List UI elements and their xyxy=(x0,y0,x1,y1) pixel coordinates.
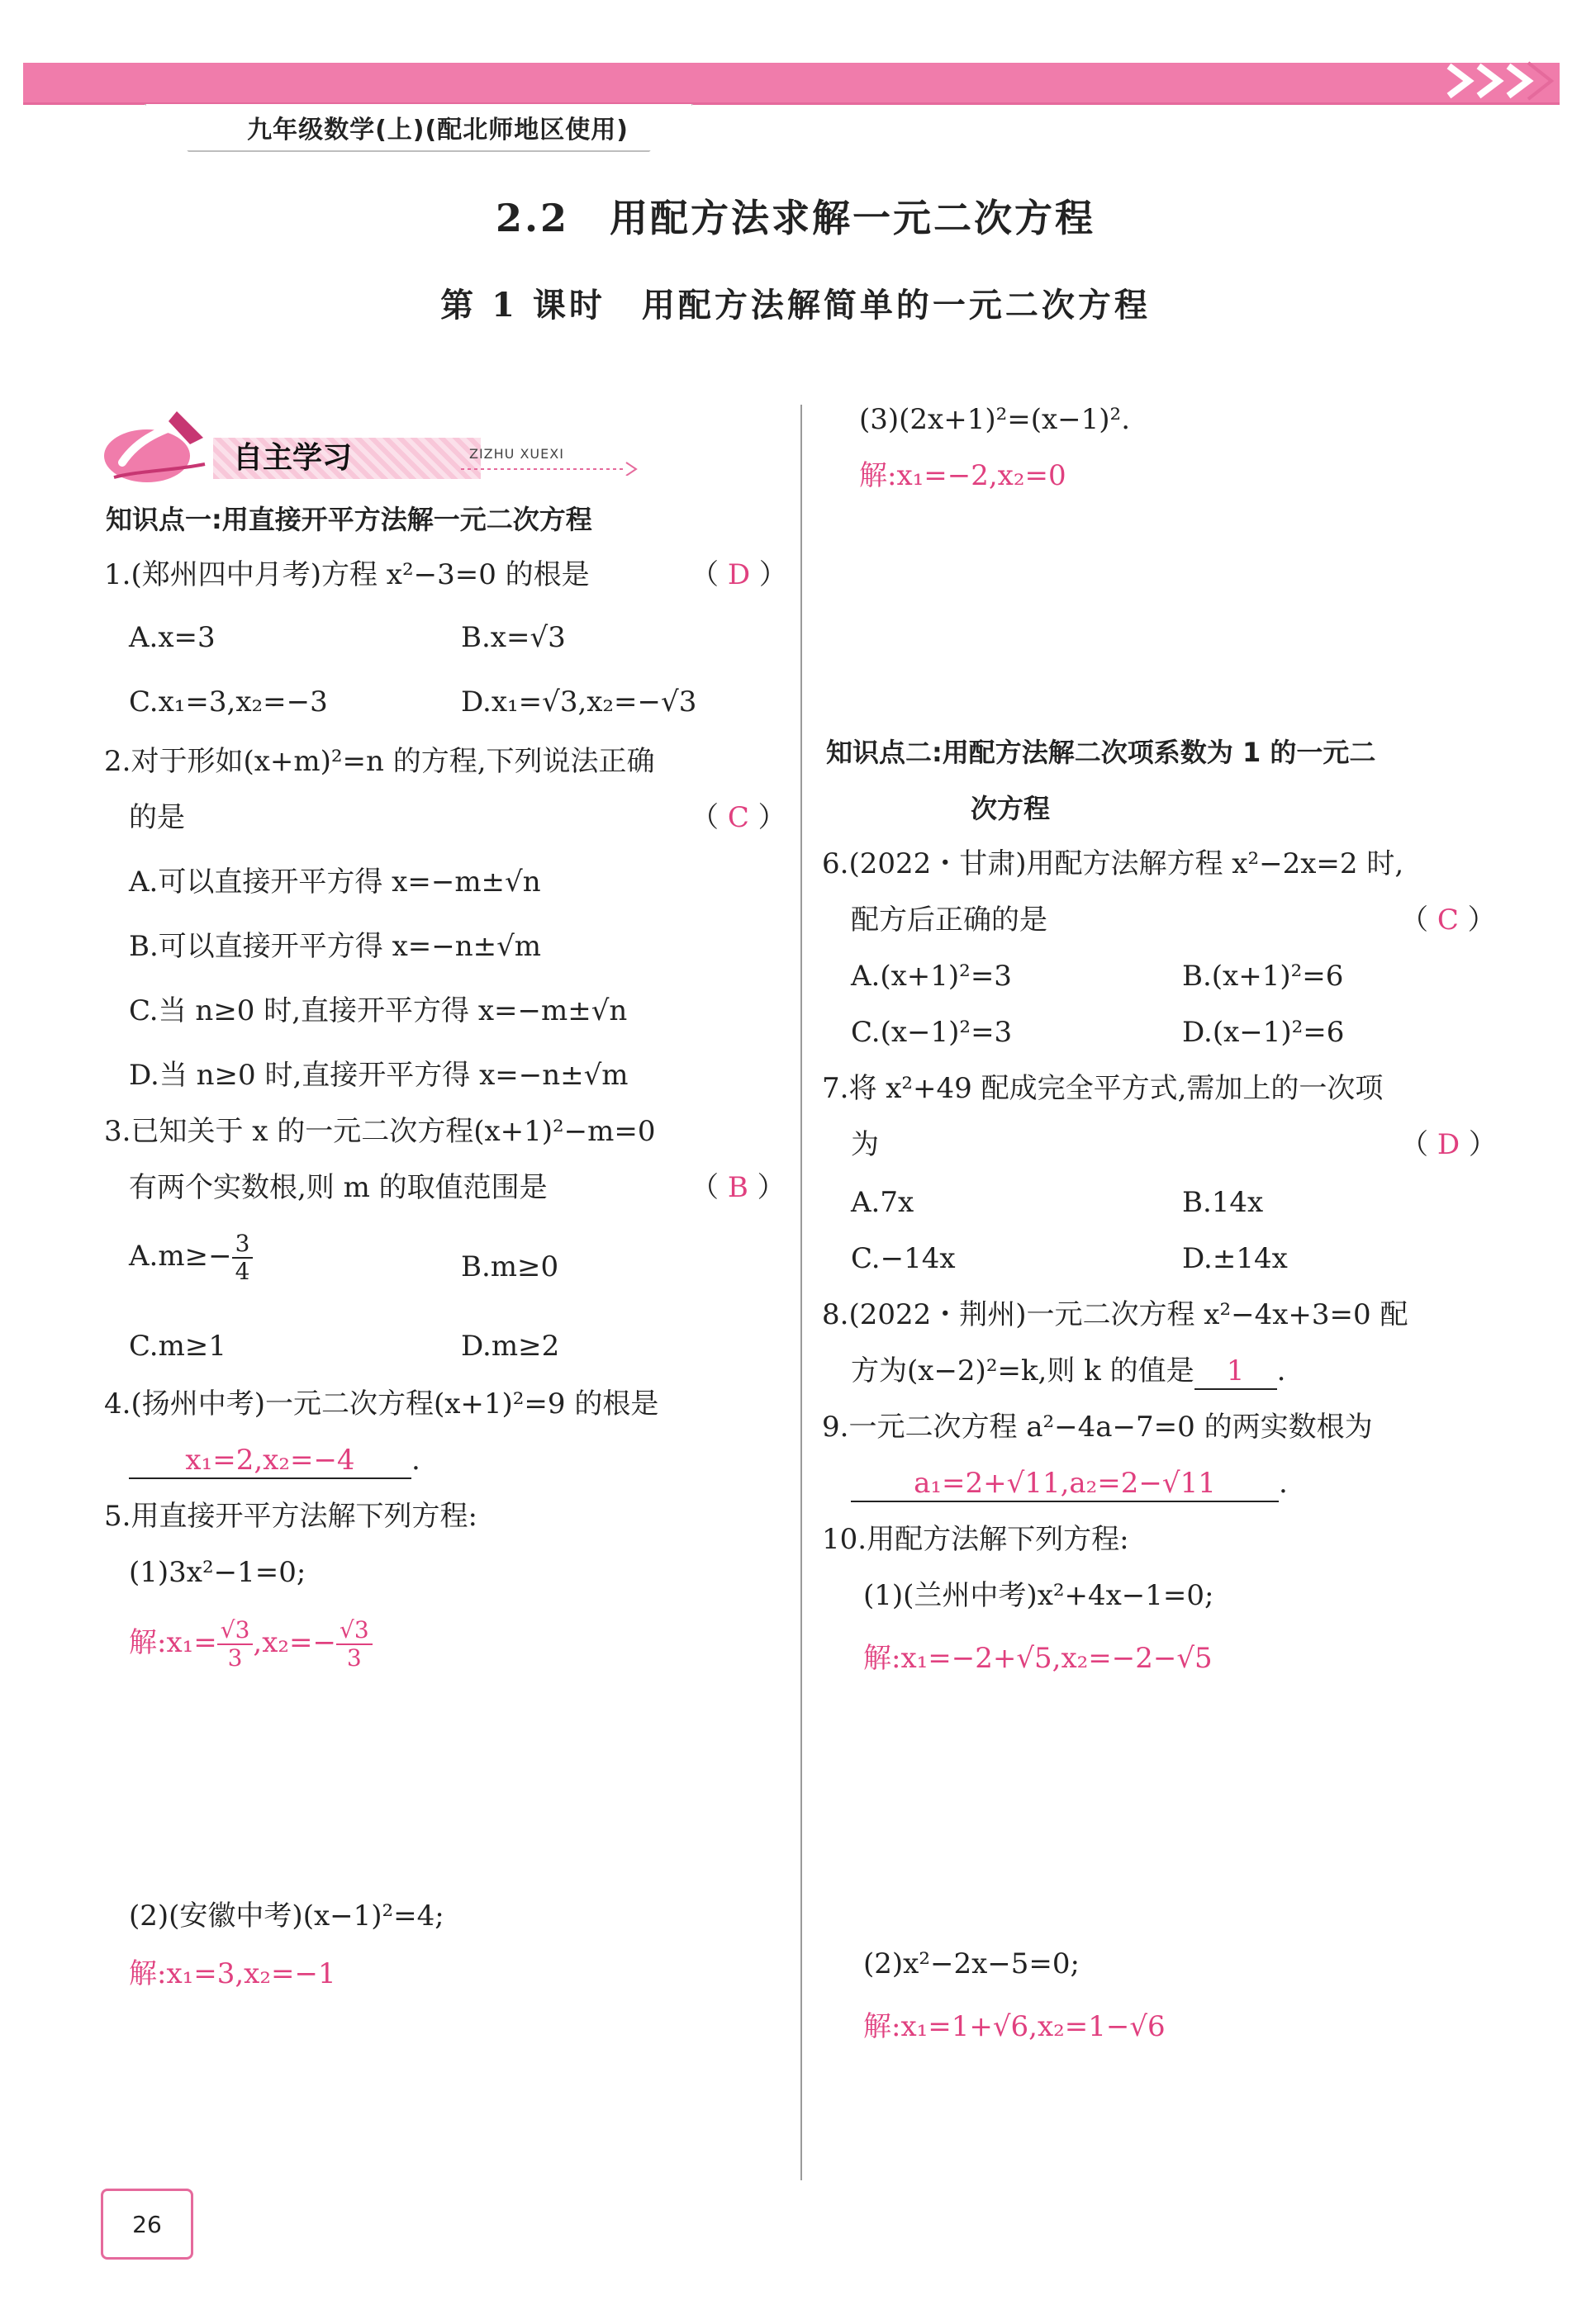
q7-option-a: A.7x xyxy=(851,1186,914,1219)
question-2-answer: C xyxy=(727,801,749,834)
question-7-answer-bracket: （ D ） xyxy=(1400,1128,1497,1161)
question-7-stem-line2: 为 xyxy=(851,1128,879,1161)
question-3-stem-line2: 有两个实数根,则 m 的取值范围是 xyxy=(129,1171,548,1204)
banner-subtitle: ZIZHU XUEXI xyxy=(469,446,564,462)
q2-option-b: B.可以直接开平方得 x=−n±√m xyxy=(129,930,542,963)
q3-option-a-prefix: A.m≥− xyxy=(129,1240,232,1273)
question-10-part-1-answer: 解:x₁=−2+√5,x₂=−2−√5 xyxy=(863,1642,1213,1675)
question-2-stem-line1: 2.对于形如(x+m)²=n 的方程,下列说法正确 xyxy=(104,745,655,778)
question-4-answer-line: x₁=2,x₂=−4 . xyxy=(129,1444,420,1479)
q1-option-b: B.x=√3 xyxy=(461,621,566,654)
pen-icon xyxy=(97,405,213,487)
q2-option-a: A.可以直接开平方得 x=−m±√n xyxy=(129,866,541,899)
fraction xyxy=(336,1616,373,1672)
question-5-part-2-answer: 解:x₁=3,x₂=−1 xyxy=(129,1957,336,1990)
question-5-part-3: (3)(2x+1)²=(x−1)². xyxy=(859,403,1130,436)
q3-option-b: B.m≥0 xyxy=(461,1250,559,1283)
question-6-answer: C xyxy=(1437,904,1459,937)
q3-option-d: D.m≥2 xyxy=(461,1330,560,1363)
question-1-answer: D xyxy=(727,558,751,591)
q1-option-d: D.x₁=√3,x₂=−√3 xyxy=(461,685,697,719)
question-3-answer: B xyxy=(727,1171,748,1204)
question-3-answer-bracket: （ B ） xyxy=(691,1171,786,1204)
question-5-part-3-answer: 解:x₁=−2,x₂=0 xyxy=(859,459,1066,492)
q3-option-c: C.m≥1 xyxy=(129,1330,226,1363)
q2-option-d: D.当 n≥0 时,直接开平方得 x=−n±√m xyxy=(129,1059,629,1092)
question-5-part-1: (1)3x²−1=0; xyxy=(129,1556,306,1589)
fraction xyxy=(217,1616,254,1672)
question-1-answer-bracket: （ D ） xyxy=(691,558,787,591)
question-10-part-1: (1)(兰州中考)x²+4x−1=0; xyxy=(863,1579,1214,1612)
q6-option-a: A.(x+1)²=3 xyxy=(851,960,1012,993)
q5p1-ans-prefix: 解:x₁= xyxy=(129,1626,217,1659)
fraction-numerator: √3 xyxy=(336,1619,373,1645)
question-1 xyxy=(104,558,590,592)
page-number: 26 xyxy=(101,2189,193,2260)
q6-option-c: C.(x−1)²=3 xyxy=(851,1016,1013,1049)
q2-option-c: C.当 n≥0 时,直接开平方得 x=−m±√n xyxy=(129,994,628,1027)
question-1-stem: 1.(郑州四中月考)方程 x²−3=0 的根是 xyxy=(104,558,590,591)
fraction-numerator: √3 xyxy=(217,1619,254,1645)
question-2-answer-bracket: （ C ） xyxy=(691,801,786,834)
question-7-stem-line1: 7.将 x²+49 配成完全平方式,需加上的一次项 xyxy=(822,1072,1384,1105)
question-6-stem-line1: 6.(2022・甘肃)用配方法解方程 x²−2x=2 时, xyxy=(822,847,1404,880)
q7-option-d: D.±14x xyxy=(1182,1242,1288,1275)
question-8-answer: 1 xyxy=(1194,1354,1277,1390)
question-3-stem-line1: 3.已知关于 x 的一元二次方程(x+1)²−m=0 xyxy=(104,1115,656,1148)
question-5-part-2: (2)(安徽中考)(x−1)²=4; xyxy=(129,1900,444,1933)
question-6-answer-bracket: （ C ） xyxy=(1400,904,1496,937)
q5p1-ans-mid: ,x₂=− xyxy=(253,1626,336,1659)
section-banner xyxy=(97,405,659,487)
banner-label: 自主学习 xyxy=(213,438,481,479)
fraction-denominator: 4 xyxy=(235,1258,250,1285)
question-5-part-1-answer xyxy=(129,1616,373,1672)
chevron-right-icon xyxy=(1446,58,1561,104)
question-9-stem: 9.一元二次方程 a²−4a−7=0 的两实数根为 xyxy=(822,1411,1373,1444)
question-4-answer: x₁=2,x₂=−4 xyxy=(129,1444,411,1479)
question-6-stem-line2: 配方后正确的是 xyxy=(851,904,1047,937)
q6-option-b: B.(x+1)²=6 xyxy=(1182,960,1344,993)
knowledge-point-2-line1: 知识点二:用配方法解二次项系数为 1 的一元二 xyxy=(826,737,1376,768)
fraction xyxy=(232,1232,254,1283)
knowledge-point-2-line2: 次方程 xyxy=(971,793,1051,824)
fraction-numerator: 3 xyxy=(232,1232,254,1259)
question-7-answer: D xyxy=(1437,1128,1460,1161)
q1-option-a: A.x=3 xyxy=(129,621,216,654)
book-title: 九年级数学(上)(配北师地区使用) xyxy=(247,116,629,145)
question-5-stem: 5.用直接开平方法解下列方程: xyxy=(104,1500,477,1533)
q6-option-d: D.(x−1)²=6 xyxy=(1182,1016,1345,1049)
fraction-denominator: 3 xyxy=(227,1644,243,1672)
question-9-answer: a₁=2+√11,a₂=2−√11 xyxy=(851,1467,1279,1502)
lesson-title: 第 1 课时 用配方法解简单的一元二次方程 xyxy=(440,286,1151,325)
question-10-stem: 10.用配方法解下列方程: xyxy=(822,1523,1129,1556)
section-title: 2.2 用配方法求解一元二次方程 xyxy=(495,196,1096,240)
question-8-stem-line1: 8.(2022・荆州)一元二次方程 x²−4x+3=0 配 xyxy=(822,1298,1408,1331)
chevron-right-icon xyxy=(461,459,643,476)
question-4-stem: 4.(扬州中考)一元二次方程(x+1)²=9 的根是 xyxy=(104,1387,659,1420)
column-divider xyxy=(800,405,802,2180)
question-8-stem-line2: 方为(x−2)²=k,则 k 的值是 1 . xyxy=(851,1354,1285,1390)
q3-option-a xyxy=(129,1232,253,1283)
question-10-part-2-answer: 解:x₁=1+√6,x₂=1−√6 xyxy=(863,2010,1166,2043)
question-9-answer-line: a₁=2+√11,a₂=2−√11 . xyxy=(851,1467,1288,1502)
fraction-denominator: 3 xyxy=(346,1644,362,1672)
q7-option-b: B.14x xyxy=(1182,1186,1264,1219)
q1-option-c: C.x₁=3,x₂=−3 xyxy=(129,685,328,719)
q7-option-c: C.−14x xyxy=(851,1242,956,1275)
header-band xyxy=(23,63,1560,104)
question-2-stem-line2: 的是 xyxy=(129,801,185,834)
question-8-stem-text: 方为(x−2)²=k,则 k 的值是 xyxy=(851,1354,1194,1387)
question-10-part-2: (2)x²−2x−5=0; xyxy=(863,1947,1080,1980)
knowledge-point-1: 知识点一:用直接开平方法解一元二次方程 xyxy=(106,504,592,535)
